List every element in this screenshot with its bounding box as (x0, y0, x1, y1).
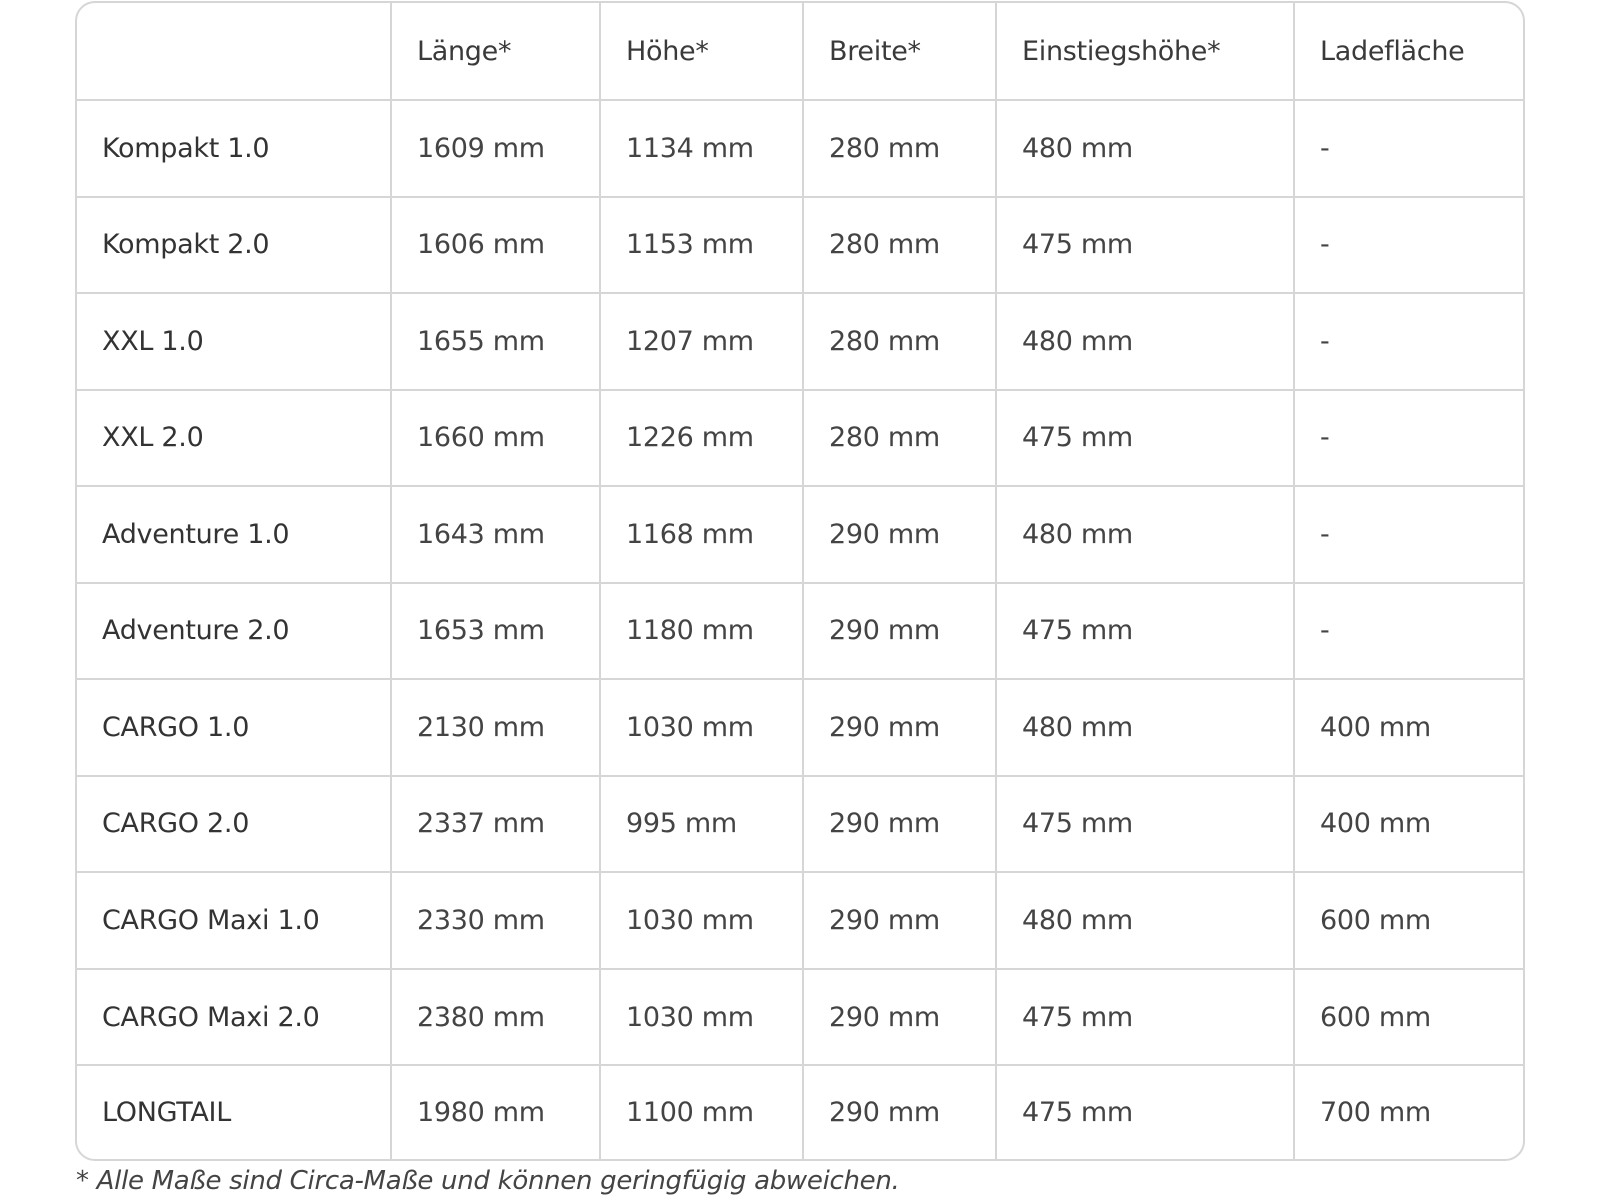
value-cell: 400 mm (1294, 679, 1523, 776)
value-cell: 480 mm (996, 486, 1294, 583)
model-name-cell: Adventure 2.0 (77, 583, 391, 680)
value-cell: 600 mm (1294, 872, 1523, 969)
table-row (77, 100, 1523, 197)
value-cell: 1030 mm (600, 679, 803, 776)
value-cell: 1609 mm (391, 100, 600, 197)
model-name-cell: Kompakt 2.0 (77, 197, 391, 294)
table-row (77, 872, 1523, 969)
value-cell: 1980 mm (391, 1065, 600, 1159)
table-row (77, 583, 1523, 680)
value-cell: 290 mm (803, 969, 996, 1066)
model-name-cell: LONGTAIL (77, 1065, 391, 1159)
value-cell: 290 mm (803, 776, 996, 873)
table-row (77, 390, 1523, 487)
value-cell: 475 mm (996, 1065, 1294, 1159)
value-cell: 280 mm (803, 293, 996, 390)
value-cell: 290 mm (803, 872, 996, 969)
value-cell: 1655 mm (391, 293, 600, 390)
value-cell: 475 mm (996, 583, 1294, 680)
dimensions-table-container (75, 1, 1525, 1161)
value-cell: 2380 mm (391, 969, 600, 1066)
value-cell: 700 mm (1294, 1065, 1523, 1159)
value-cell: 1168 mm (600, 486, 803, 583)
value-cell: 290 mm (803, 1065, 996, 1159)
value-cell: - (1294, 486, 1523, 583)
value-cell: 1653 mm (391, 583, 600, 680)
value-cell: - (1294, 583, 1523, 680)
value-cell: 1207 mm (600, 293, 803, 390)
table-row (77, 969, 1523, 1066)
value-cell: - (1294, 390, 1523, 487)
column-header (77, 3, 391, 100)
model-name-cell: CARGO Maxi 2.0 (77, 969, 391, 1066)
value-cell: 1643 mm (391, 486, 600, 583)
value-cell: - (1294, 197, 1523, 294)
value-cell: 1030 mm (600, 872, 803, 969)
column-header: Ladefläche (1294, 3, 1523, 100)
value-cell: 1153 mm (600, 197, 803, 294)
dimensions-table (77, 3, 1523, 1159)
column-header: Länge* (391, 3, 600, 100)
value-cell: 475 mm (996, 776, 1294, 873)
column-header: Breite* (803, 3, 996, 100)
value-cell: 290 mm (803, 679, 996, 776)
value-cell: 475 mm (996, 197, 1294, 294)
model-name-cell: XXL 2.0 (77, 390, 391, 487)
table-row (77, 486, 1523, 583)
value-cell: 2330 mm (391, 872, 600, 969)
table-header-row (77, 3, 1523, 100)
value-cell: - (1294, 293, 1523, 390)
value-cell: 290 mm (803, 583, 996, 680)
model-name-cell: Adventure 1.0 (77, 486, 391, 583)
model-name-cell: CARGO 2.0 (77, 776, 391, 873)
model-name-cell: Kompakt 1.0 (77, 100, 391, 197)
value-cell: 1030 mm (600, 969, 803, 1066)
table-row (77, 197, 1523, 294)
value-cell: 280 mm (803, 390, 996, 487)
value-cell: 2337 mm (391, 776, 600, 873)
model-name-cell: CARGO 1.0 (77, 679, 391, 776)
value-cell: 995 mm (600, 776, 803, 873)
value-cell: 1660 mm (391, 390, 600, 487)
value-cell: 2130 mm (391, 679, 600, 776)
footnote: * Alle Maße sind Circa-Maße und können geringfügig abweichen. (76, 1166, 900, 1196)
value-cell: 1606 mm (391, 197, 600, 294)
model-name-cell: XXL 1.0 (77, 293, 391, 390)
value-cell: 480 mm (996, 679, 1294, 776)
column-header: Höhe* (600, 3, 803, 100)
value-cell: 400 mm (1294, 776, 1523, 873)
value-cell: - (1294, 100, 1523, 197)
value-cell: 280 mm (803, 100, 996, 197)
value-cell: 1226 mm (600, 390, 803, 487)
value-cell: 475 mm (996, 390, 1294, 487)
column-header: Einstiegshöhe* (996, 3, 1294, 100)
value-cell: 1134 mm (600, 100, 803, 197)
table-row (77, 776, 1523, 873)
value-cell: 480 mm (996, 293, 1294, 390)
value-cell: 600 mm (1294, 969, 1523, 1066)
value-cell: 1180 mm (600, 583, 803, 680)
value-cell: 280 mm (803, 197, 996, 294)
model-name-cell: CARGO Maxi 1.0 (77, 872, 391, 969)
table-row (77, 1065, 1523, 1159)
value-cell: 1100 mm (600, 1065, 803, 1159)
value-cell: 475 mm (996, 969, 1294, 1066)
value-cell: 290 mm (803, 486, 996, 583)
value-cell: 480 mm (996, 100, 1294, 197)
value-cell: 480 mm (996, 872, 1294, 969)
table-row (77, 679, 1523, 776)
table-row (77, 293, 1523, 390)
